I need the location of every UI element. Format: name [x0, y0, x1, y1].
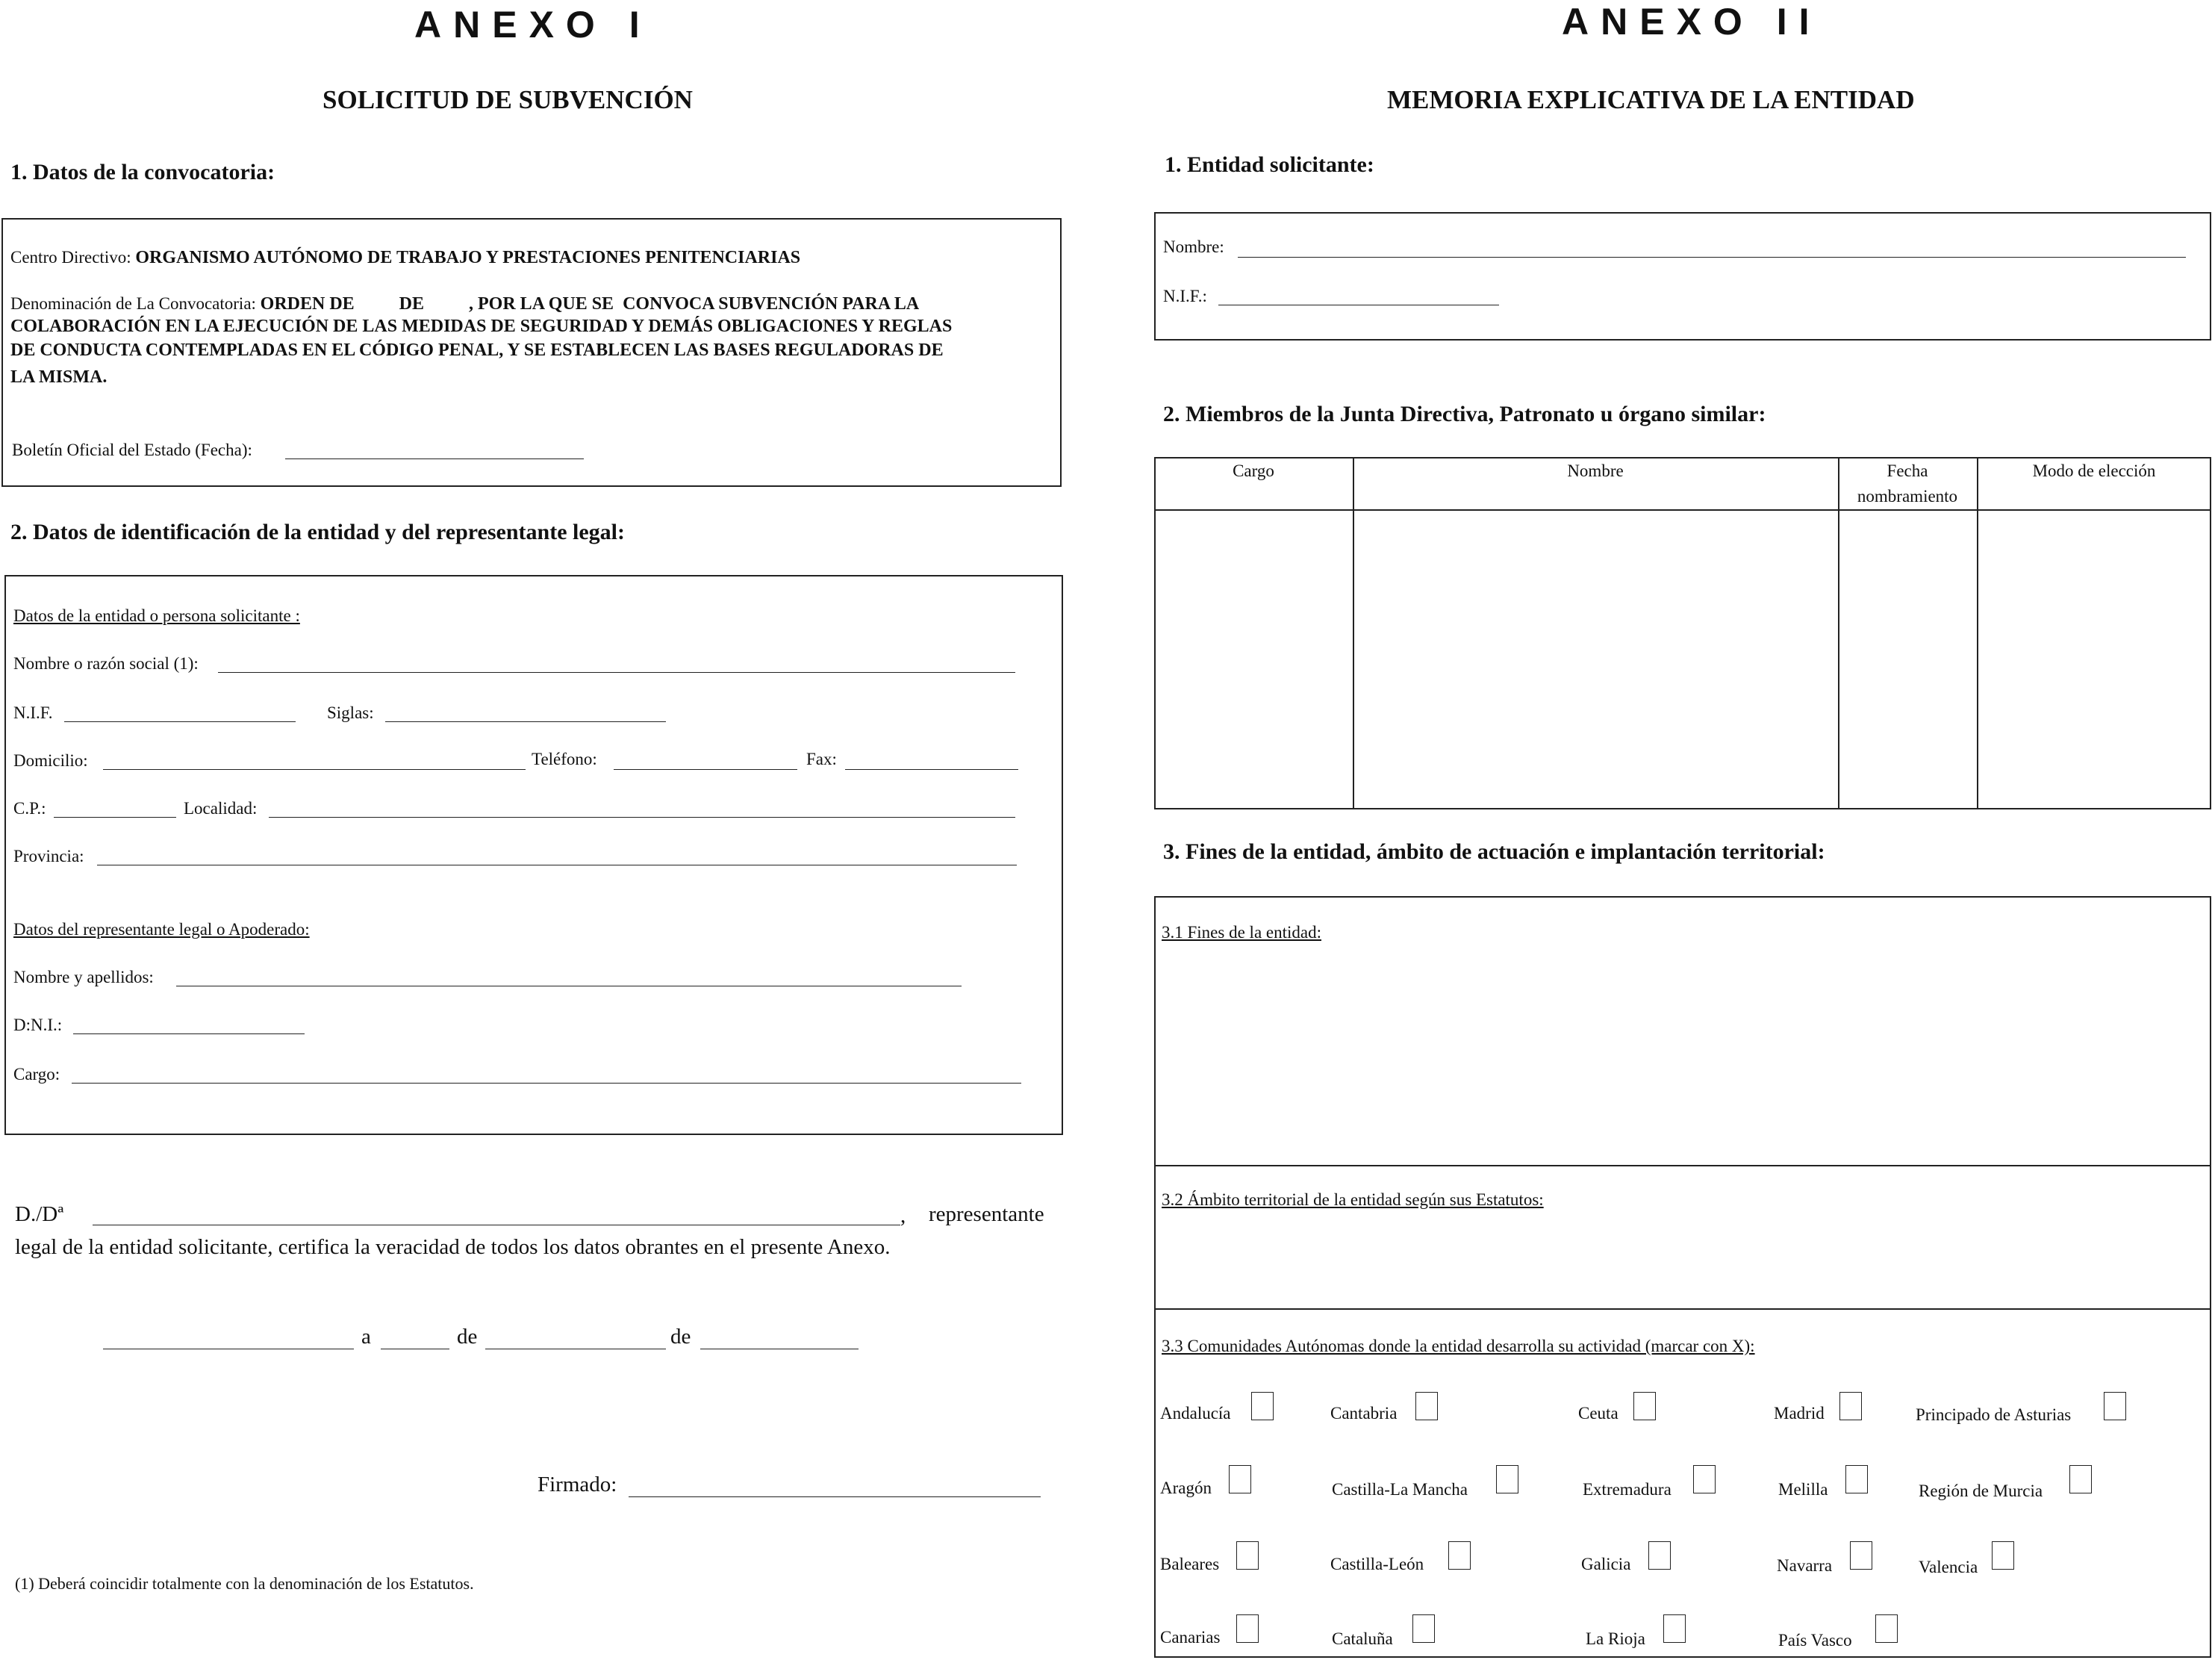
representante-header: Datos del representante legal o Apoderado:: [13, 920, 310, 939]
ca-pais-vasco: País Vasco: [1778, 1631, 1852, 1650]
nif-label: N.I.F.: [13, 703, 53, 722]
firmado-field[interactable]: [629, 1496, 1041, 1497]
checkbox-ceuta[interactable]: [1633, 1392, 1656, 1420]
denominacion-line-2: COLABORACIÓN EN LA EJECUCIÓN DE LAS MEDIDAS DE SEGURIDAD Y DEMÁS OBLIGACIONES Y REGLAS: [10, 317, 953, 336]
col-modo-eleccion: Modo de elección: [2032, 461, 2156, 480]
dd-label: D./Dª: [15, 1202, 64, 1226]
cargo-label: Cargo:: [13, 1065, 60, 1084]
fax-label: Fax:: [806, 750, 837, 768]
r-nif-label: N.I.F.:: [1163, 287, 1207, 305]
nif-field[interactable]: [64, 721, 296, 722]
junta-col-divider-3: [1977, 457, 1978, 809]
telefono-field[interactable]: [614, 769, 797, 770]
dni-label: D:N.I.:: [13, 1016, 63, 1034]
section-1-title: 1. Datos de la convocatoria:: [10, 160, 275, 184]
centro-value: ORGANISMO AUTÓNOMO DE TRABAJO Y PRESTACIONES PENITENCIARIAS: [135, 248, 801, 267]
checkbox-melilla[interactable]: [1845, 1465, 1868, 1493]
ca-extremadura: Extremadura: [1583, 1480, 1672, 1499]
ca-cataluna: Cataluña: [1332, 1629, 1393, 1648]
checkbox-cataluna[interactable]: [1412, 1614, 1435, 1643]
fines-divider-1: [1154, 1165, 2211, 1166]
checkbox-valencia[interactable]: [1992, 1541, 2014, 1570]
junta-table-header-divider: [1154, 509, 2211, 511]
checkbox-la-rioja[interactable]: [1663, 1614, 1686, 1643]
representante-text: representante: [929, 1202, 1044, 1226]
col-cargo: Cargo: [1233, 461, 1274, 480]
firmado-label: Firmado:: [538, 1473, 617, 1496]
anexo-ii-subtitle: MEMORIA EXPLICATIVA DE LA ENTIDAD: [1387, 85, 1915, 114]
ca-murcia: Región de Murcia: [1919, 1482, 2043, 1500]
checkbox-baleares[interactable]: [1236, 1541, 1259, 1570]
col-nombre: Nombre: [1567, 461, 1624, 480]
denominacion-line-1: [10, 294, 919, 314]
r-section-2-title: 2. Miembros de la Junta Directiva, Patronato u órgano similar:: [1163, 402, 1766, 426]
entidad-box: [1154, 212, 2211, 341]
siglas-field[interactable]: [385, 721, 666, 722]
date-de2-label: de: [670, 1325, 691, 1349]
ca-castilla-leon: Castilla-León: [1330, 1555, 1424, 1573]
ca-canarias: Canarias: [1160, 1628, 1221, 1647]
localidad-field[interactable]: [269, 817, 1015, 818]
checkbox-asturias[interactable]: [2104, 1392, 2126, 1420]
ca-asturias: Principado de Asturias: [1916, 1405, 2072, 1424]
domicilio-field[interactable]: [103, 769, 526, 770]
checkbox-extremadura[interactable]: [1693, 1465, 1716, 1493]
checkbox-canarias[interactable]: [1236, 1614, 1259, 1643]
localidad-label: Localidad:: [184, 799, 258, 818]
date-de1-label: de: [457, 1325, 478, 1349]
siglas-label: Siglas:: [327, 703, 374, 722]
entidad-header: Datos de la entidad o persona solicitante :: [13, 606, 300, 625]
centro-directivo: [10, 248, 800, 268]
provincia-label: Provincia:: [13, 847, 84, 865]
r-nombre-field[interactable]: [1238, 257, 2186, 258]
ca-aragon: Aragón: [1160, 1479, 1212, 1497]
r-nombre-label: Nombre:: [1163, 237, 1224, 256]
nombre-razon-field[interactable]: [218, 672, 1015, 673]
dni-field[interactable]: [73, 1033, 305, 1034]
denominacion-text-1: ORDEN DE DE , POR LA QUE SE CONVOCA SUBVENCIÓN PARA LA: [260, 294, 920, 314]
cp-label: C.P.:: [13, 799, 46, 818]
denominacion-line-3: DE CONDUCTA CONTEMPLADAS EN EL CÓDIGO PENAL, Y SE ESTABLECEN LAS BASES REGULADORAS DE: [10, 341, 944, 360]
boe-field[interactable]: [285, 458, 584, 459]
cp-field[interactable]: [54, 817, 176, 818]
cargo-field[interactable]: [72, 1083, 1021, 1084]
ca-cantabria: Cantabria: [1330, 1404, 1398, 1423]
denominacion-line-4: LA MISMA.: [10, 367, 108, 387]
ca-navarra: Navarra: [1777, 1556, 1833, 1575]
checkbox-castilla-leon[interactable]: [1448, 1541, 1471, 1570]
col-fecha: Fecha: [1887, 461, 1928, 480]
ca-ceuta: Ceuta: [1578, 1404, 1619, 1423]
certifica-text: legal de la entidad solicitante, certifica la veracidad de todos los datos obrantes en el presente Anexo.: [15, 1235, 891, 1259]
ca-andalucia: Andalucía: [1160, 1404, 1231, 1423]
telefono-label: Teléfono:: [532, 750, 597, 768]
section-2-title: 2. Datos de identificación de la entidad y del representante legal:: [10, 520, 626, 544]
comma: ,: [900, 1204, 906, 1228]
r-section-3-title: 3. Fines de la entidad, ámbito de actuación e implantación territorial:: [1163, 839, 1825, 864]
footnote: (1) Deberá coincidir totalmente con la denominación de los Estatutos.: [15, 1574, 474, 1593]
fax-field[interactable]: [845, 769, 1018, 770]
fines-box: [1154, 896, 2211, 1658]
date-a-label: a: [361, 1325, 371, 1349]
checkbox-cantabria[interactable]: [1415, 1392, 1438, 1420]
s32-label: 3.2 Ámbito territorial de la entidad según sus Estatutos:: [1162, 1190, 1544, 1209]
centro-label: Centro Directivo:: [10, 248, 131, 267]
anexo-i-subtitle: SOLICITUD DE SUBVENCIÓN: [323, 85, 693, 114]
s33-label: 3.3 Comunidades Autónomas donde la entidad desarrolla su actividad (marcar con X):: [1162, 1337, 1755, 1355]
checkbox-castilla-la-mancha[interactable]: [1496, 1465, 1518, 1493]
denominacion-label: Denominación de La Convocatoria:: [10, 294, 256, 313]
junta-col-divider-1: [1353, 457, 1354, 809]
ca-baleares: Baleares: [1160, 1555, 1220, 1573]
checkbox-andalucia[interactable]: [1251, 1392, 1274, 1420]
fines-divider-2: [1154, 1308, 2211, 1310]
col-nombramiento: nombramiento: [1857, 487, 1958, 506]
boe-label: Boletín Oficial del Estado (Fecha):: [12, 441, 252, 459]
checkbox-pais-vasco[interactable]: [1875, 1614, 1898, 1643]
ca-castilla-la-mancha: Castilla-La Mancha: [1332, 1480, 1468, 1499]
junta-col-divider-2: [1838, 457, 1839, 809]
ca-madrid: Madrid: [1774, 1404, 1825, 1423]
anexo-i-title: ANEXO I: [414, 4, 652, 46]
ca-valencia: Valencia: [1919, 1558, 1978, 1576]
ca-la-rioja: La Rioja: [1586, 1629, 1645, 1648]
anexo-ii-title: ANEXO II: [1562, 1, 1822, 43]
checkbox-galicia[interactable]: [1648, 1541, 1671, 1570]
checkbox-murcia[interactable]: [2069, 1465, 2092, 1493]
nombre-apellidos-label: Nombre y apellidos:: [13, 968, 154, 986]
domicilio-label: Domicilio:: [13, 751, 88, 770]
r-section-1-title: 1. Entidad solicitante:: [1165, 152, 1374, 177]
nombre-razon-label: Nombre o razón social (1):: [13, 654, 199, 673]
ca-galicia: Galicia: [1581, 1555, 1631, 1573]
ca-melilla: Melilla: [1778, 1480, 1828, 1499]
s31-label: 3.1 Fines de la entidad:: [1162, 923, 1321, 942]
checkbox-aragon[interactable]: [1229, 1465, 1251, 1493]
checkbox-madrid[interactable]: [1839, 1392, 1862, 1420]
checkbox-navarra[interactable]: [1850, 1541, 1872, 1570]
